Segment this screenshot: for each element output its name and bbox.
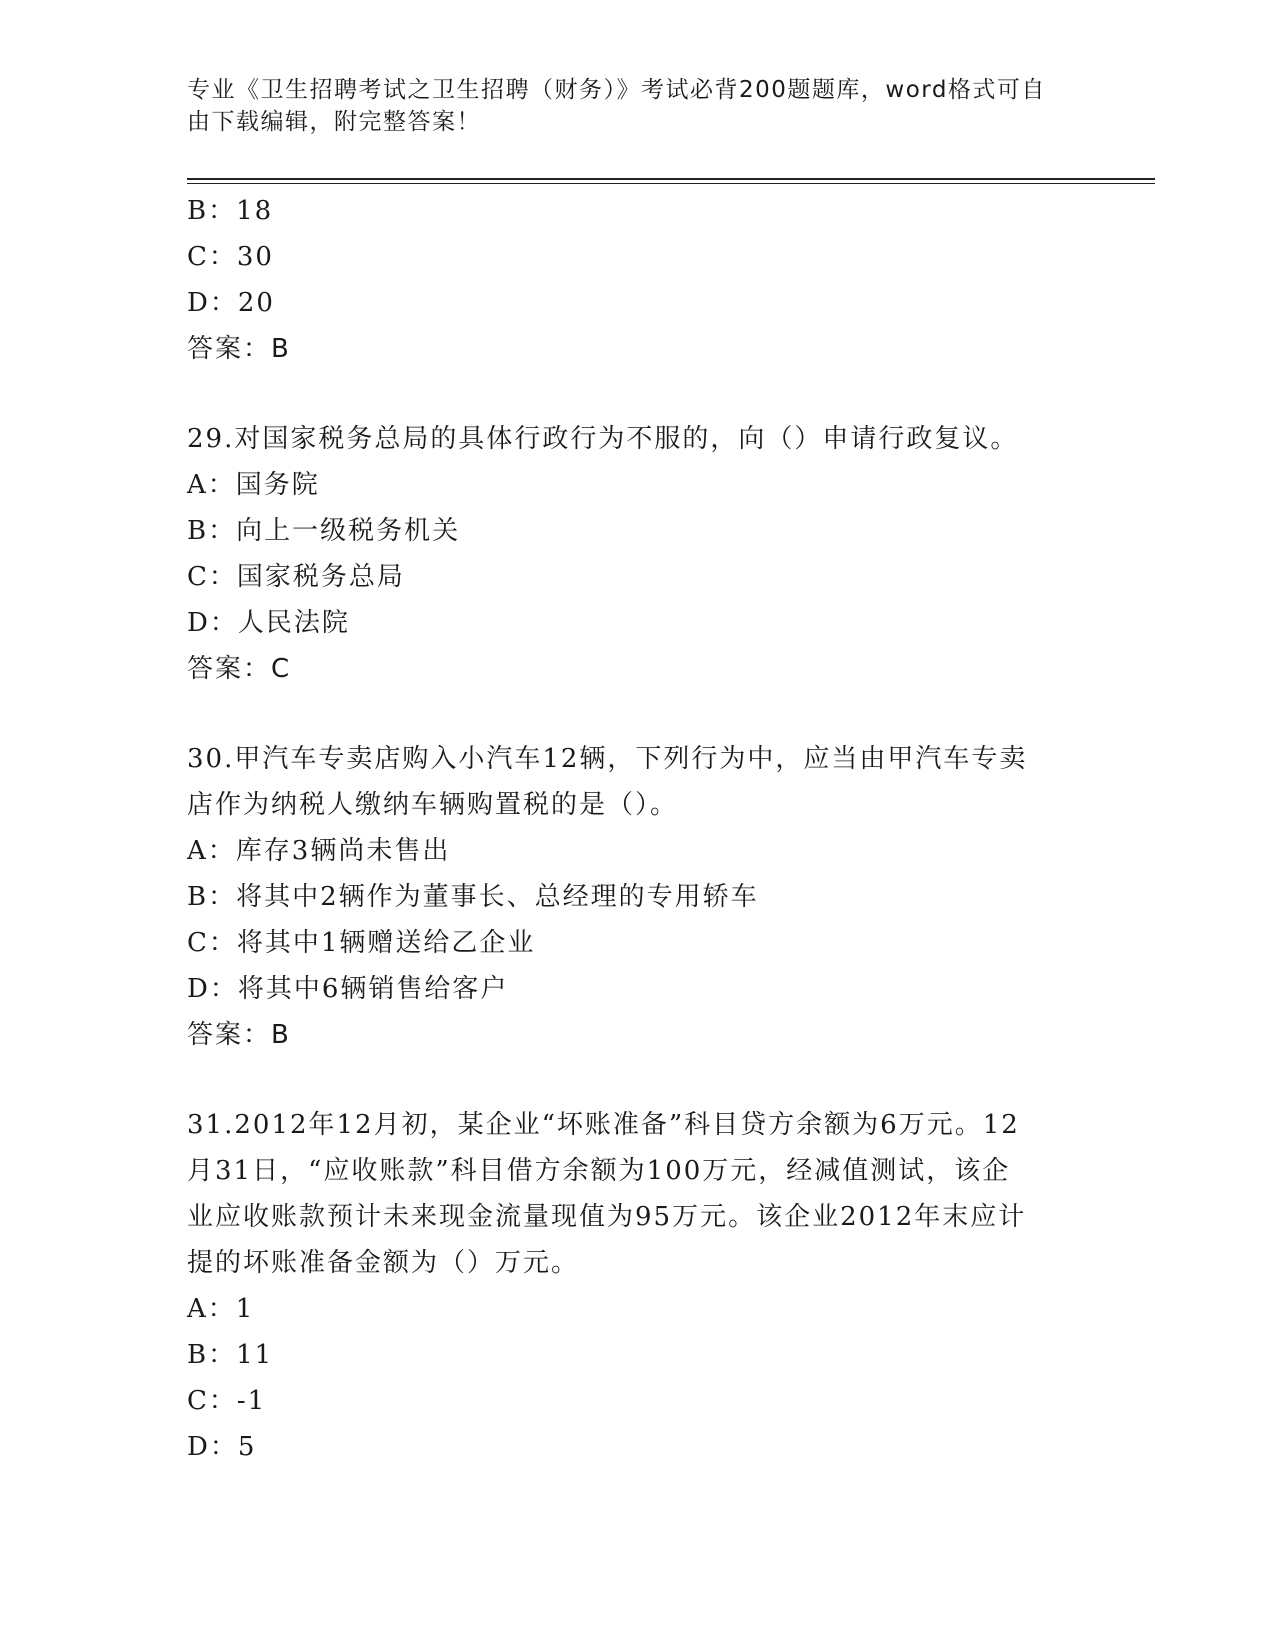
option-c: C：将其中1辆赠送给乙企业 [187, 928, 536, 958]
answer-line: 答案：B [187, 1020, 291, 1050]
option-c: C：-1 [187, 1386, 267, 1416]
option-a: A：库存3辆尚未售出 [187, 836, 451, 866]
option-d: D：将其中6辆销售给客户 [187, 974, 509, 1004]
answer-line: 答案：C [187, 654, 292, 684]
page-header [187, 74, 1067, 138]
header-line-1: 专业《卫生招聘考试之卫生招聘（财务）》考试必背200题题库，word格式可自 [187, 77, 1046, 103]
option-c: C：30 [187, 242, 274, 272]
option-d: D：20 [187, 288, 275, 318]
option-b: B：向上一级税务机关 [187, 516, 461, 546]
spacer [187, 1058, 1087, 1102]
question-31-text-line-4: 提的坏账准备金额为（）万元。 [187, 1248, 580, 1278]
question-30-text-line-2: 店作为纳税人缴纳车辆购置税的是（）。 [187, 790, 679, 820]
question-30-text-line-1: 30.甲汽车专卖店购入小汽车12辆，下列行为中，应当由甲汽车专卖 [187, 744, 1028, 774]
question-31-text-line-3: 业应收账款预计未来现金流量现值为95万元。该企业2012年末应计 [187, 1202, 1027, 1232]
question-29-text: 29.对国家税务总局的具体行政行为不服的，向（）申请行政复议。 [187, 424, 1019, 454]
option-d: D：5 [187, 1432, 257, 1462]
question-31-text-line-2: 月31日，“应收账款”科目借方余额为100万元，经减值测试，该企 [187, 1156, 1011, 1186]
option-a: A：国务院 [187, 470, 320, 500]
spacer [187, 372, 1087, 416]
answer-line: 答案：B [187, 334, 291, 364]
header-line-2: 由下载编辑，附完整答案！ [187, 109, 481, 135]
option-a: A：1 [187, 1294, 255, 1324]
spacer [187, 692, 1087, 736]
question-31-text-line-1: 31.2012年12月初，某企业“坏账准备”科目贷方余额为6万元。12 [187, 1110, 1020, 1140]
option-b: B：18 [187, 196, 274, 226]
option-b: B：11 [187, 1340, 274, 1370]
header-divider [187, 178, 1155, 184]
option-b: B：将其中2辆作为董事长、总经理的专用轿车 [187, 882, 759, 912]
option-c: C：国家税务总局 [187, 562, 405, 592]
question-list [187, 188, 1087, 1470]
option-d: D：人民法院 [187, 608, 350, 638]
